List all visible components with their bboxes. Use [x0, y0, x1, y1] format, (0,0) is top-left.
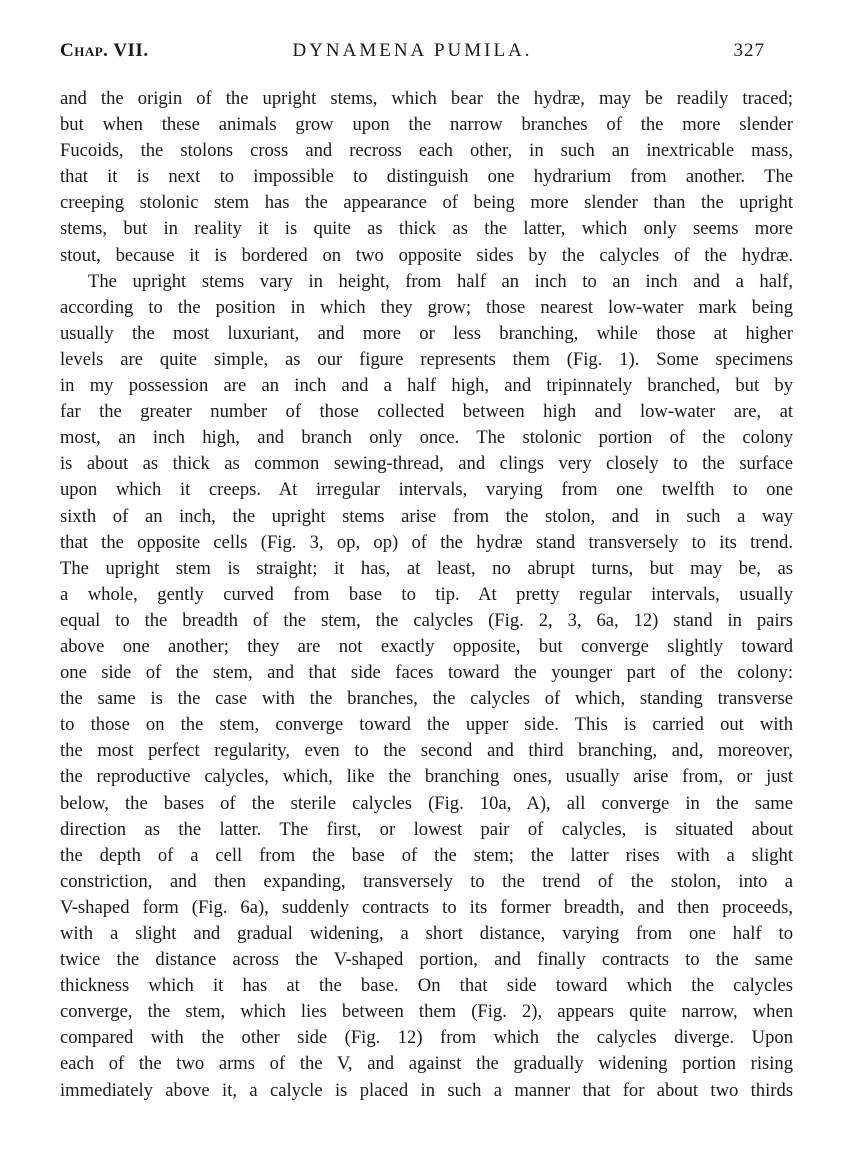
text-line: The upright stems vary in height, from half an inch to an inch and a half, [88, 270, 793, 292]
chapter-label: Chap. VII. [60, 40, 149, 61]
text-line: converge, the stem, which lies between them (Fig. 2), appears quite narrow, when [60, 1001, 793, 1023]
text-line: The upright stem is straight; it has, at least, no abrupt turns, but may be, as [60, 557, 793, 579]
text-line: a whole, gently curved from base to tip. At pretty regular intervals, usually [60, 583, 793, 605]
text-line: usually the most luxuriant, and more or less branching, while those at higher [60, 322, 793, 344]
text-line: with a slight and gradual widening, a short distance, varying from one half to [60, 923, 793, 944]
text-line: the most perfect regularity, even to the second and third branching, and, moreover, [60, 740, 793, 762]
text-line: levels are quite simple, as our figure represents them (Fig. 1). Some specimens [60, 348, 793, 370]
text-line: to those on the stem, converge toward the upper side. This is carried out with [60, 714, 793, 736]
text-line: V-shaped form (Fig. 6a), suddenly contracts to its former breadth, and then proceeds, [60, 896, 793, 918]
page-number: 327 [733, 40, 765, 61]
text-line: sixth of an inch, the upright stems arise from the stolon, and in such a way [60, 505, 793, 527]
body-text [60, 86, 793, 1104]
text-line: constriction, and then expanding, transversely to the trend of the stolon, into a [60, 870, 793, 892]
running-title: DYNAMENA PUMILA. [292, 40, 533, 61]
text-line: equal to the breadth of the stem, the calycles (Fig. 2, 3, 6a, 12) stand in pairs [60, 609, 793, 631]
text-line: stout, because it is bordered on two opposite sides by the calycles of the hydræ. [60, 244, 793, 266]
text-line: direction as the latter. The first, or lowest pair of calycles, is situated about [60, 818, 793, 840]
text-line: that it is next to impossible to distinguish one hydrarium from another. The [60, 166, 793, 188]
text-line: thickness which it has at the base. On that side toward which the calycles [60, 975, 793, 997]
text-line: Fucoids, the stolons cross and recross each other, in such an inextricable mass, [60, 140, 793, 162]
text-line: and the origin of the upright stems, which bear the hydræ, may be readily traced; [60, 88, 793, 109]
text-line: upon which it creeps. At irregular intervals, varying from one twelfth to one [60, 479, 793, 501]
text-line: twice the distance across the V-shaped portion, and finally contracts to the same [60, 949, 793, 971]
text-line: the same is the case with the branches, the calycles of which, standing transverse [60, 688, 793, 710]
text-line: the reproductive calycles, which, like the branching ones, usually arise from, or just [60, 766, 793, 788]
text-line: according to the position in which they grow; those nearest low-water mark being [60, 296, 793, 318]
text-line: far the greater number of those collected between high and low-water are, at [60, 401, 793, 423]
text-line: compared with the other side (Fig. 12) from which the calycles diverge. Upon [60, 1027, 793, 1049]
text-line: but when these animals grow upon the narrow branches of the more slender [60, 114, 793, 136]
text-line: creeping stolonic stem has the appearance of being more slender than the upright [60, 192, 793, 214]
text-line: below, the bases of the sterile calycles (Fig. 10a, A), all converge in the same [60, 792, 793, 814]
text-line: in my possession are an inch and a half high, and tripinnately branched, but by [60, 375, 793, 397]
running-header [60, 40, 765, 70]
text-line: above one another; they are not exactly opposite, but converge slightly toward [60, 635, 793, 657]
text-line: that the opposite cells (Fig. 3, op, op) of the hydræ stand transversely to its trend. [60, 531, 793, 553]
text-line: the depth of a cell from the base of the stem; the latter rises with a slight [60, 844, 793, 866]
text-line: most, an inch high, and branch only once. The stolonic portion of the colony [60, 427, 793, 449]
text-line: stems, but in reality it is quite as thick as the latter, which only seems more [60, 218, 793, 240]
text-line: each of the two arms of the V, and against the gradually widening portion rising [60, 1053, 793, 1075]
text-line: immediately above it, a calycle is placed in such a manner that for about two thirds [60, 1079, 793, 1101]
text-line: is about as thick as common sewing-thread, and clings very closely to the surface [60, 453, 793, 475]
text-line: one side of the stem, and that side faces toward the younger part of the colony: [60, 662, 793, 684]
